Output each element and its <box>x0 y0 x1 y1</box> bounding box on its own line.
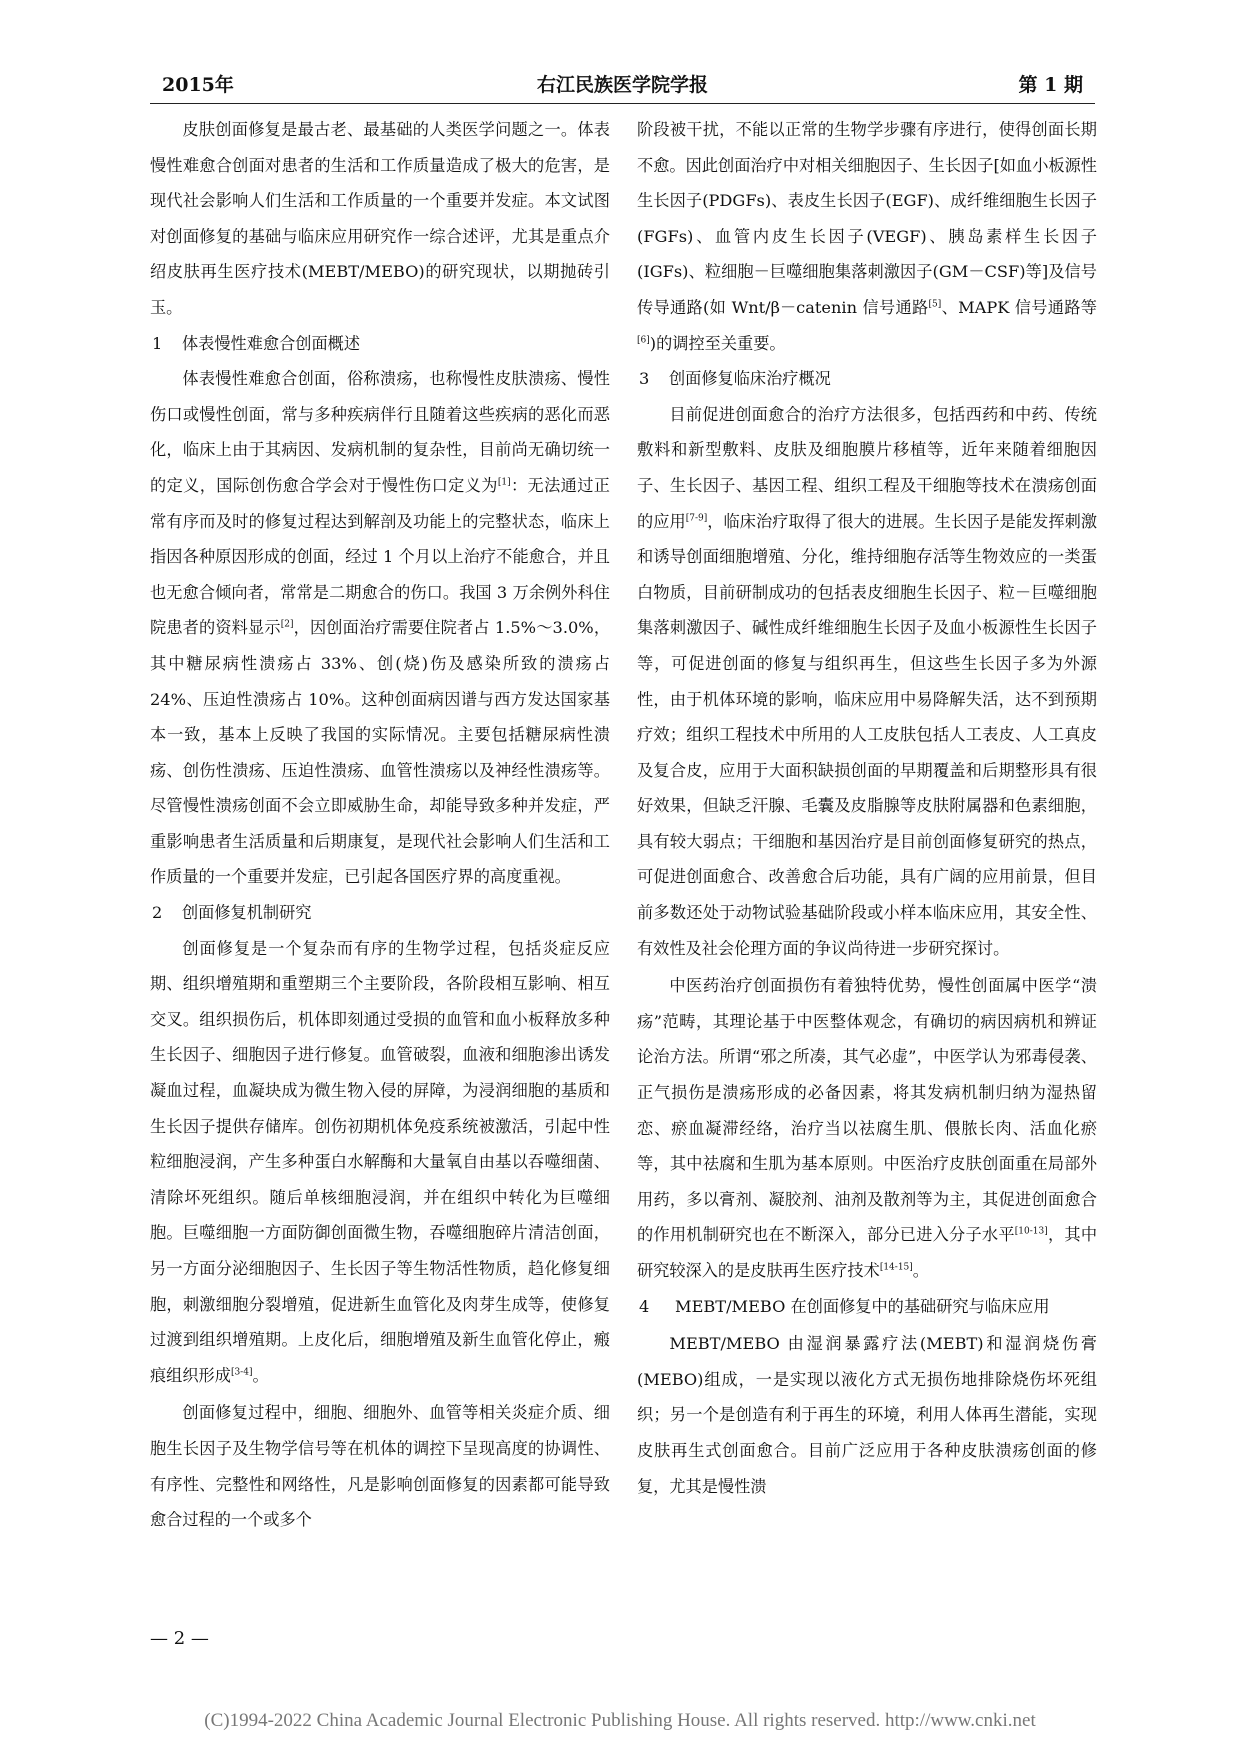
right-column <box>637 112 1097 1504</box>
section-heading-2 <box>150 895 610 931</box>
citation[interactable]: [2] <box>280 619 294 630</box>
running-header <box>150 70 1095 104</box>
header-issue: 第 1 期 <box>1018 74 1083 96</box>
intro-paragraph: 皮肤创面修复是最古老、最基础的人类医学问题之一。体表慢性难愈合创面对患者的生活和工作质量造成了极大的危害，是现代社会影响人们生活和工作质量的一个重要并发症。本文试图对创面修复的基础与临床应用研究作一综合述评，尤其是重点介绍皮肤再生医疗技术(MEBT/MEBO)的研究现状，以期抛砖引玉。 <box>150 120 610 317</box>
body-paragraph: 中医药治疗创面损伤有着独特优势，慢性创面属中医学“溃疡”范畴，其理论基于中医整体观念，有确切的病因病机和辨证论治方法。所谓“邪之所凑，其气必虚”，中医学认为邪毒侵袭、正气损伤是溃疡形成的必备因素，将其发病机制归纳为湿热留恋、瘀血凝滞经络，治疗当以祛腐生肌、偎脓长肉、活血化瘀等，其中祛腐和生肌为基本原则。中医治疗皮肤创面重在局部外用药，多以膏剂、凝胶剂、油剂及散剂等为主，其促进创面愈合的作用机制研究也在不断深入，部分已进入分子水平[10-13]，其中研究较深入的是皮肤再生医疗技术[14-15]。 <box>637 976 1098 1280</box>
citation[interactable]: [10-13] <box>1014 1227 1048 1238</box>
citation[interactable]: [14-15] <box>879 1262 913 1273</box>
section-title: MEBT/MEBO 在创面修复中的基础研究与临床应用 <box>675 1296 1050 1316</box>
citation[interactable]: [7-9] <box>685 513 708 524</box>
header-rule <box>150 103 1095 104</box>
copyright-footer: (C)1994-2022 China Academic Journal Electronic Publishing House. All rights reserved. http://www.cnki.net <box>204 1710 1036 1731</box>
citation[interactable]: [1] <box>497 477 511 488</box>
section-title: 创面修复机制研究 <box>182 903 312 923</box>
citation[interactable]: [3-4] <box>230 1367 253 1378</box>
page-number: — 2 — <box>150 1628 209 1649</box>
section-heading-1 <box>150 326 610 362</box>
body-paragraph: 目前促进创面愈合的治疗方法很多，包括西药和中药、传统敷料和新型敷料、皮肤及细胞膜片移植等，近年来随着细胞因子、生长因子、基因工程、组织工程及干细胞等技术在溃疡创面的应用[7-9]，临床治疗取得了很大的进展。生长因子是能发挥刺激和诱导创面细胞增殖、分化，维持细胞存活等生物效应的一类蛋白物质，目前研制成功的包括表皮细胞生长因子、粒－巨噬细胞集落刺激因子、碱性成纤维细胞生长因子及血小板源性生长因子等，可促进创面的修复与组织再生，但这些生长因子多为外源性，由于机体环境的影响，临床应用中易降解失活，达不到预期疗效；组织工程技术中所用的人工皮肤包括人工表皮、人工真皮及复合皮，应用于大面积缺损创面的早期覆盖和后期整形具有很好效果，但缺乏汗腺、毛囊及皮脂腺等皮肤附属器和色素细胞，具有较大弱点；干细胞和基因治疗是目前创面修复研究的热点，可促进创面愈合、改善愈合后功能，具有广阔的应用前景，但目前多数还处于动物试验基础阶段或小样本临床应用，其安全性、有效性及社会伦理方面的争议尚待进一步研究探讨。 <box>637 404 1098 958</box>
citation[interactable]: [5] <box>928 299 942 310</box>
section-heading-3 <box>637 361 1097 397</box>
body-paragraph: 创面修复过程中，细胞、细胞外、血管等相关炎症介质、细胞生长因子及生物学信号等在机体的调控下呈现高度的协调性、有序性、完整性和网络性，凡是影响创面修复的因素都可能导致愈合过程的一个或多个 <box>150 1403 610 1530</box>
section-number: 4 <box>639 1296 650 1316</box>
citation[interactable]: [6] <box>637 335 650 346</box>
section-heading-4 <box>637 1289 1097 1325</box>
body-paragraph: MEBT/MEBO 由湿润暴露疗法(MEBT)和湿润烧伤膏(MEBO)组成，一是实现以液化方式无损伤地排除烧伤坏死组织；另一个是创造有利于再生的环境，利用人体再生潜能，实现皮肤再生式创面愈合。目前广泛应用于各种皮肤溃疡创面的修复，尤其是慢性溃 <box>637 1334 1097 1496</box>
section-number: 1 <box>152 333 163 353</box>
section-title: 创面修复临床治疗概况 <box>669 369 831 389</box>
body-paragraph: 体表慢性难愈合创面，俗称溃疡，也称慢性皮肤溃疡、慢性伤口或慢性创面，常与多种疾病伴行且随着这些疾病的恶化而恶化，临床上由于其病因、发病机制的复杂性，目前尚无确切统一的定义，国际创伤愈合学会对于慢性伤口定义为[1]：无法通过正常有序而及时的修复过程达到解剖及功能上的完整状态，临床上指因各种原因形成的创面，经过 1 个月以上治疗不能愈合，并且也无愈合倾向者，常常是二期愈合的伤口。我国 3 万余例外科住院患者的资料显示[2]，因创面治疗需要住院者占 1.5%～3.0%，其中糖尿病性溃疡占 33%、创(烧)伤及感染所致的溃疡占 24%、压迫性溃疡占 10%。这种创面病因谱与西方发达国家基本一致，基本上反映了我国的实际情况。主要包括糖尿病性溃疡、创伤性溃疡、压迫性溃疡、血管性溃疡以及神经性溃疡等。尽管慢性溃疡创面不会立即威胁生命，却能导致多种并发症，严重影响患者生活质量和后期康复，是现代社会影响人们生活和工作质量的一个重要并发症，已引起各国医疗界的高度重视。 <box>150 369 611 887</box>
header-year: 2015年 <box>162 74 234 96</box>
section-number: 2 <box>152 903 163 923</box>
body-paragraph: 创面修复是一个复杂而有序的生物学过程，包括炎症反应期、组织增殖期和重塑期三个主要阶段，各阶段相互影响、相互交叉。组织损伤后，机体即刻通过受损的血管和血小板释放多种生长因子、细胞因子进行修复。血管破裂，血液和细胞渗出诱发凝血过程，血凝块成为微生物入侵的屏障，为浸润细胞的基质和生长因子提供存储库。创伤初期机体免疫系统被激活，引起中性粒细胞浸润，产生多种蛋白水解酶和大量氧自由基以吞噬细菌、清除坏死组织。随后单核细胞浸润，并在组织中转化为巨噬细胞。巨噬细胞一方面防御创面微生物，吞噬细胞碎片清洁创面，另一方面分泌细胞因子、生长因子等生物活性物质，趋化修复细胞，刺激细胞分裂增殖，促进新生血管化及肉芽生成等，使修复过渡到组织增殖期。上皮化后，细胞增殖及新生血管化停止，瘢痕组织形成[3-4]。 <box>150 938 610 1385</box>
body-paragraph-continued: 阶段被干扰，不能以正常的生物学步骤有序进行，使得创面长期不愈。因此创面治疗中对相关细胞因子、生长因子[如血小板源性生长因子(PDGFs)、表皮生长因子(EGF)、成纤维细胞生长因子(FGFs)、血管内皮生长因子(VEGF)、胰岛素样生长因子(IGFs)、粒细胞－巨噬细胞集落刺激因子(GM－CSF)等]及信号传导通路(如 Wnt/β－catenin 信号通路[5]、MAPK 信号通路等[6])的调控至关重要。 <box>637 120 1097 353</box>
section-number: 3 <box>639 369 650 389</box>
header-journal-title: 右江民族医学院学报 <box>536 74 708 96</box>
section-title: 体表慢性难愈合创面概述 <box>182 333 361 353</box>
left-column <box>150 112 610 1538</box>
